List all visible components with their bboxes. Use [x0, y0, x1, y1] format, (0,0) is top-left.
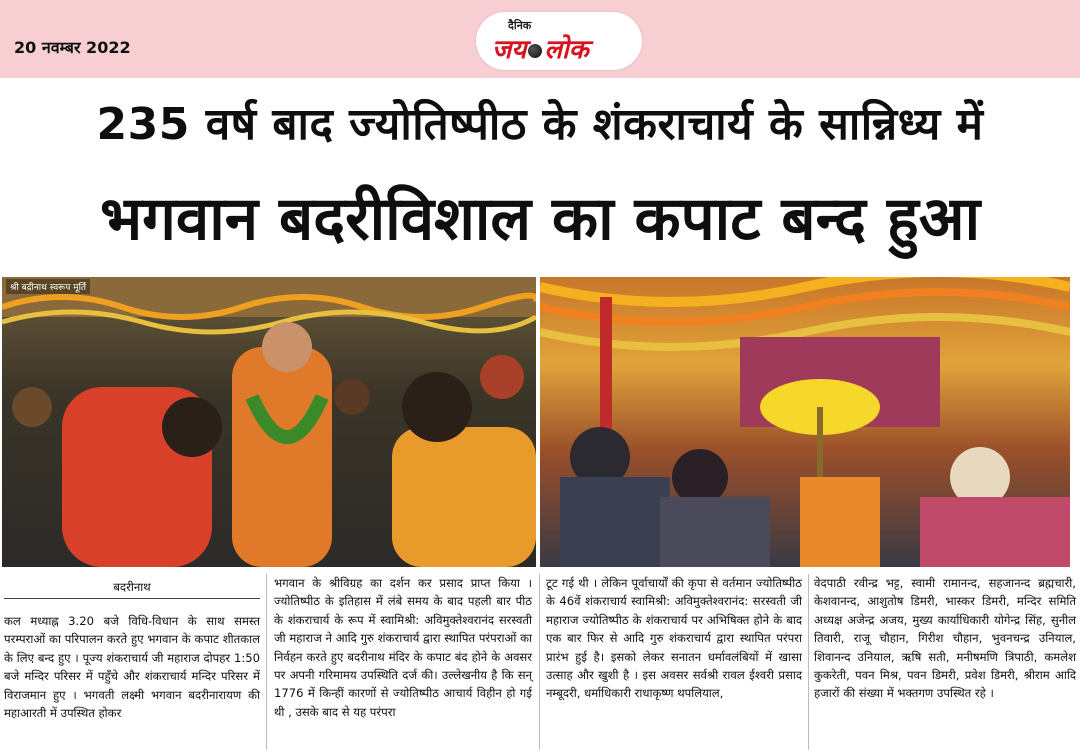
column-divider [266, 574, 267, 750]
masthead-word-2: लोक [544, 35, 589, 65]
issue-date: 20 नवम्बर 2022 [14, 38, 131, 57]
globe-icon [528, 44, 542, 58]
dateline-divider [4, 598, 260, 599]
article-column-4: वेदपाठी रवीन्द्र भट्ट, स्वामी रामानन्द, सहजानन्द ब्रह्मचारी, केशवानन्द, आशुतोष डिमरी, भास्कर डिमरी, मन्दिर समिति अध्यक्ष अजेन्द्र अजय, मुख्य कार्याधिकारी योगेन्द्र सिंह, सुनील तिवारी, राजू चौहान, गिरीश चौहान, भुवनचन्द्र उनियाल, शिवानन्द उनियाल, ऋषि सती, मनीषमणि त्रिपाठी, कमलेश कुकरेती, पवन मिश्र, पवन डिमरी, प्रवेश डिमरी, श्रीराम आदि हजारों की संख्या में भक्तगण उपस्थित रहे । [814, 576, 1076, 701]
photo-right-illustration [540, 277, 1070, 567]
article-column-1: कल मध्याह्न 3.20 बजे विधि-विधान के साथ समस्त परम्पराओं का परिपालन करते हुए भगवान के कपाट शीतकाल के लिए बन्द हुए । पूज्य शंकराचार्य जी महाराज दोपहर 1:50 बजे मन्दिर परिसर में पहुँचे और शंकराचार्य मन्दिर परिसर में विराजमान हुए । भगवती लक्ष्मी भगवान बदरीनारायण की महाआरती में उपस्थित होकर [4, 614, 260, 721]
article-column-3: टूट गई थी । लेकिन पूर्वाचार्यों की कृपा से वर्तमान ज्योतिष्पीठ के 46वें शंकराचार्य स्वामिश्री: अविमुक्तेश्वरानंद: सरस्वती जी महाराज ज्योतिष्पीठ के शंकराचार्य पर अभिषिक्त होने के बाद एक बार फिर से आदि गुरु शंकराचार्य द्वारा स्थापित परंपरा प्रारंभ हुई है। इसको लेकर सनातन धर्मावलंबियों में खासा उत्साह और खुशी है । इस अवसर सर्वश्री रावल ईश्वरी प्रसाद नम्बूदरी, धर्माधिकारी राधाकृष्ण थपलियाल, [546, 576, 802, 701]
masthead-word-1: जय [492, 35, 527, 65]
newspaper-masthead [476, 12, 642, 70]
headline-line-2: भगवान बदरीविशाल का कपाट बन्द हुआ [99, 184, 981, 254]
masthead-prefix: दैनिक [508, 19, 532, 32]
column-divider [808, 574, 809, 750]
article-dateline: बदरीनाथ [113, 580, 151, 594]
top-banner [0, 0, 1080, 78]
article-column-2: भगवान के श्रीविग्रह का दर्शन कर प्रसाद प्राप्त किया । ज्योतिष्पीठ के इतिहास में लंबे समय के बाद पहली बार पीठ के शंकराचार्य के रूप में स्वामिश्री: अविमुक्तेश्वरानंद सरस्वती जी महाराज ने आदि गुरु शंकराचार्य द्वारा स्थापित परंपराओं का निर्वहन करते हुए बदरीनाथ मंदिर के कपाट बंद होने के अवसर पर अपनी गरिमामय उपस्थिति दर्ज की। उल्लेखनीय है कि सन् 1776 में किन्हीं कारणों से ज्योतिष्पीठ आचार्य विहीन हो गई थी , उसके बाद से यह परंपरा [274, 576, 532, 719]
photo-temple-ceremony [540, 277, 1070, 567]
photo-left-illustration [2, 277, 536, 567]
column-divider [539, 574, 540, 750]
headline-line-1: 235 वर्ष बाद ज्योतिष्पीठ के शंकराचार्य के सान्निध्य में [96, 99, 984, 150]
photo-left-caption: श्री बद्रीनाथ स्वरूप मूर्ति [6, 279, 90, 294]
masthead-title [492, 30, 589, 66]
photo-shankaracharya-procession [2, 277, 536, 567]
